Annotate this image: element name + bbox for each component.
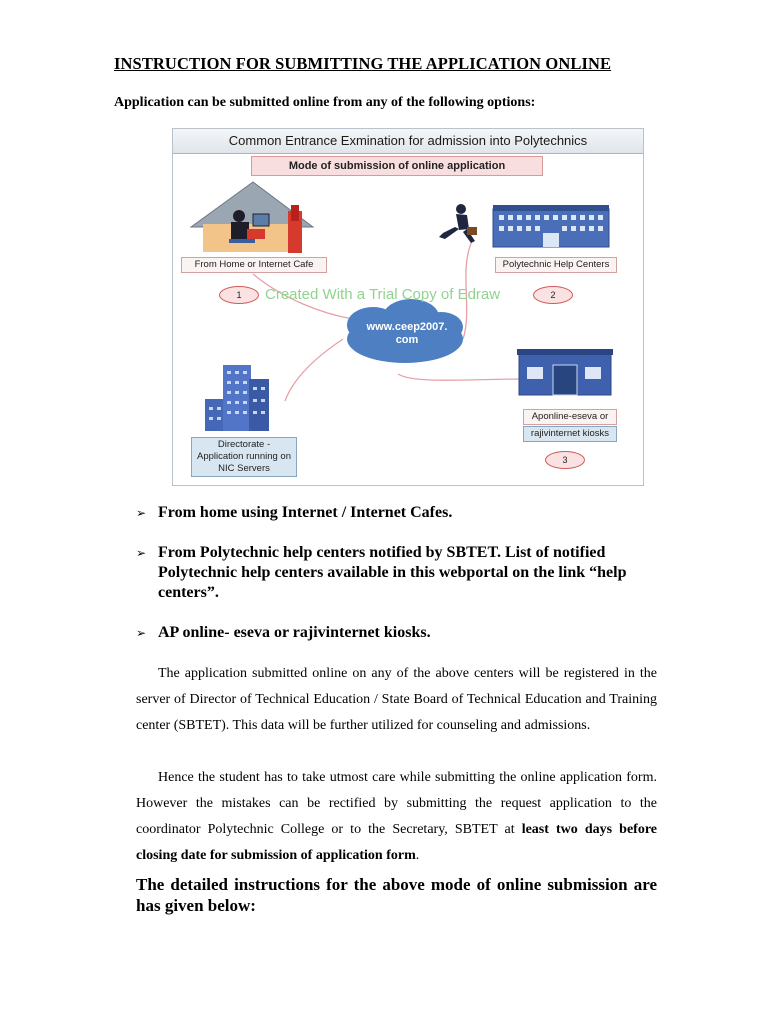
list-item [136,543,676,603]
option-number-3: 3 [545,451,585,469]
intro-text: Application can be submitted online from any of the following options: [114,95,536,110]
option-number-2: 2 [533,286,573,304]
directorate-label: Directorate - Application running on NIC Servers [191,437,297,477]
kiosk-building-icon [517,349,613,395]
directorate-building-icon [205,365,269,431]
cloud-url [351,321,463,347]
polytechnic-building-icon [493,205,609,247]
list-item-text: From home using Internet / Internet Cafes. [158,504,453,521]
runner-icon [439,204,477,243]
submission-diagram [172,128,644,486]
connector-directorate [285,339,343,401]
paragraph-registration: The application submitted online on any of the above centers will be registered in the server of Director of Technical Education / State Board of Technical Education and Training center (SBTET). This data will be further utilized for counseling and admissions. [136,666,657,733]
list-item-text: AP online- eseva or rajivinternet kiosks. [158,624,431,641]
list-item-text: From Polytechnic help centers notified by SBTET. List of notified Polytechnic help centers available in this webportal on the link “help centers”. [158,544,627,601]
options-list [136,503,676,663]
kiosk-label-line1: Aponline-eseva or [523,409,617,425]
cloud-url-line1: www.ceep2007. [366,321,448,333]
option-number-1: 1 [219,286,259,304]
detail-heading: The detailed instructions for the above mode of online submission are has given below: [136,875,657,915]
cloud-url-line2: com [395,334,419,346]
paragraph-care-end: . [415,848,420,863]
diagram-subheader: Mode of submission of online application [251,156,543,176]
kiosk-label-line2: rajivinternet kiosks [523,426,617,442]
list-item [136,503,676,523]
house-icon [191,182,313,253]
polytechnic-label: Polytechnic Help Centers [495,257,617,273]
arrow-bullet-icon: ➢ [136,626,147,640]
deadline-emphasis: least two days before closing date for submission of application form [136,822,658,863]
diagram-header: Common Entrance Exmination for admission into Polytechnics [173,129,643,154]
arrow-bullet-icon: ➢ [136,506,147,520]
paragraph-care [136,765,657,869]
page-title: INSTRUCTION FOR SUBMITTING THE APPLICATION ONLINE [114,54,612,73]
connector-kiosk [398,374,523,380]
watermark: Created With a Trial Copy of Edraw [265,286,501,303]
list-item [136,623,676,643]
home-label: From Home or Internet Cafe [181,257,327,273]
paragraph-care-text: Hence the student has to take utmost care while submitting the online application form. However the mistakes can be rectified by submitting the request application to the coordinator Polytechnic College or to the Secretary, SBTET at [136,770,657,837]
arrow-bullet-icon: ➢ [136,546,147,560]
